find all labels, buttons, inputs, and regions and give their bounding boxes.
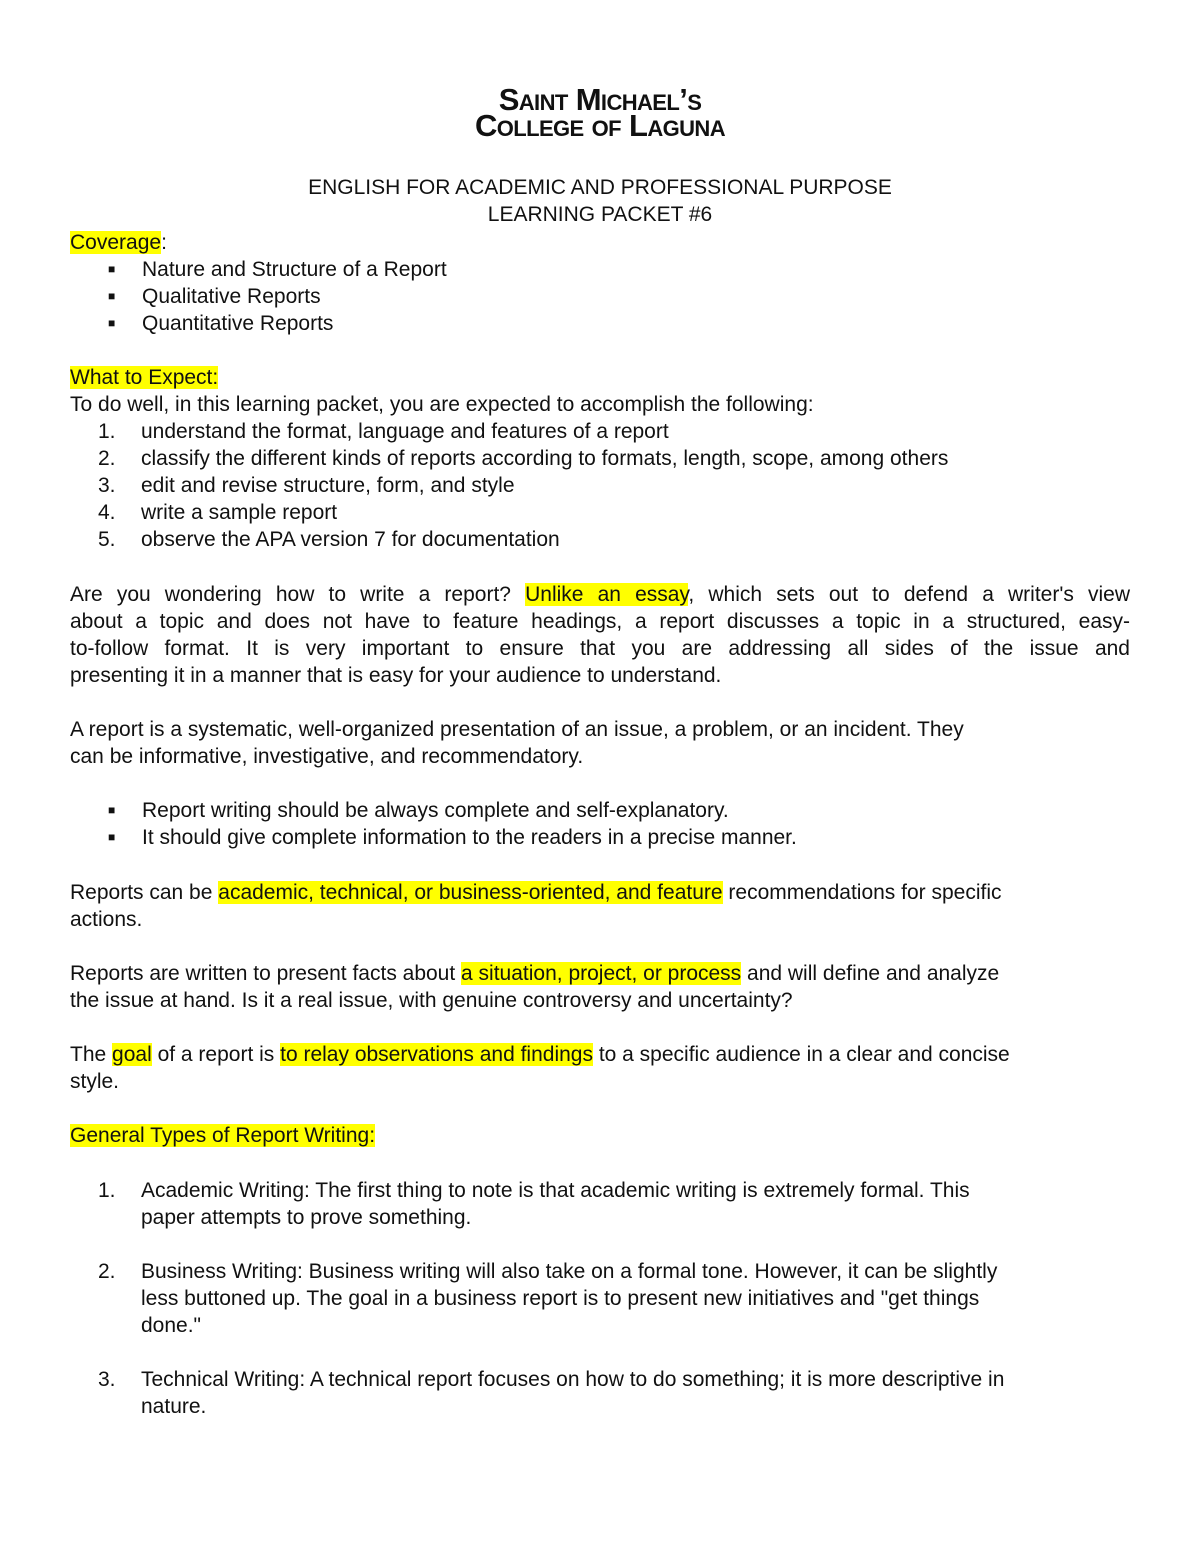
type-item-cont: nature. [141,1395,207,1418]
coverage-heading [70,229,167,256]
para5-line: style. [70,1070,120,1093]
highlight: academic, technical, or business-oriented, and feature [218,881,723,904]
expect-item-text: understand the format, language and features of a report [141,420,669,443]
highlight: a situation, project, or process [461,962,742,985]
expect-item: 4. write a sample report [98,501,338,524]
para2-line: A report is a systematic, well-organized presentation of an issue, a problem, or an incident. They [70,718,964,741]
bullet-square-icon: ■ [108,289,116,303]
bullet-square-icon: ■ [108,803,116,817]
point-text: It should give complete information to the readers in a precise manner. [142,826,797,849]
expect-heading-text: What to Expect: [70,366,219,389]
bullet-square-icon: ■ [108,316,116,330]
expect-item: 3. edit and revise structure, form, and style [98,474,515,497]
coverage-item [108,310,333,337]
coverage-item-text: Quantitative Reports [142,312,334,335]
coverage-heading-text: Coverage [70,231,162,254]
para1-line: presenting it in a manner that is easy for your audience to understand. [70,664,722,687]
para1-line: to-follow format. It is very important to ensure that you are addressing all sides of the issue and [70,637,1130,660]
point-item [108,824,797,851]
expect-item: 2. classify the different kinds of reports according to formats, length, scope, among others [98,447,949,470]
bullet-square-icon: ■ [108,262,116,276]
point-text: Report writing should be always complete and self-explanatory. [142,799,729,822]
para3-line: actions. [70,908,143,931]
coverage-item [108,256,447,283]
course-title: ENGLISH FOR ACADEMIC AND PROFESSIONAL PURPOSE [308,176,892,199]
type-item: 2. Business Writing: Business writing will also take on a formal tone. However, it can be slightly [98,1260,998,1283]
para4-line: Reports are written to present facts about a situation, project, or process and will define and analyze [70,962,1000,985]
para1-line: Are you wondering how to write a report? Unlike an essay, which sets out to defend a writer's view [70,583,1130,606]
expect-item-text: observe the APA version 7 for documentation [141,528,560,551]
types-heading-text: General Types of Report Writing: [70,1124,376,1147]
type-item-cont: done." [141,1314,202,1337]
coverage-item [108,283,321,310]
college-logo-line2: College of Laguna [474,108,725,143]
packet-title: LEARNING PACKET #6 [487,203,713,226]
type-item: 1. Academic Writing: The first thing to note is that academic writing is extremely formal. This [98,1179,970,1202]
college-logo-line1: Saint Michael’s [498,82,702,117]
highlight: to relay observations and findings [280,1043,593,1066]
para3-line: Reports can be academic, technical, or business-oriented, and feature recommendations for specific [70,881,1002,904]
type-item-cont: paper attempts to prove something. [141,1206,472,1229]
expect-item: 1. understand the format, language and features of a report [98,420,669,443]
type-item-cont: less buttoned up. The goal in a business report is to present new initiatives and "get things [141,1287,980,1310]
type-item: 3. Technical Writing: A technical report focuses on how to do something; it is more descriptive in [98,1368,1005,1391]
bullet-square-icon: ■ [108,830,116,844]
para1-line: about a topic and does not have to feature headings, a report discusses a topic in a structured, easy- [70,610,1130,633]
expect-intro: To do well, in this learning packet, you are expected to accomplish the following: [70,393,814,416]
expect-item-text: edit and revise structure, form, and style [141,474,515,497]
coverage-item-text: Nature and Structure of a Report [142,258,447,281]
highlight: Unlike an essay [525,583,689,606]
expect-heading [70,364,218,391]
coverage-item-text: Qualitative Reports [142,285,321,308]
types-heading [70,1122,375,1149]
expect-item-text: classify the different kinds of reports according to formats, length, scope, among others [141,447,949,470]
coverage-colon: : [161,231,167,254]
point-item [108,797,729,824]
para4-line: the issue at hand. Is it a real issue, with genuine controversy and uncertainty? [70,989,793,1012]
expect-item-text: write a sample report [141,501,338,524]
expect-item: 5. observe the APA version 7 for documentation [98,528,560,551]
para5-line: The goal of a report is to relay observations and findings to a specific audience in a clear and concise [70,1043,1010,1066]
highlight: goal [112,1043,152,1066]
para2-line: can be informative, investigative, and recommendatory. [70,745,584,768]
